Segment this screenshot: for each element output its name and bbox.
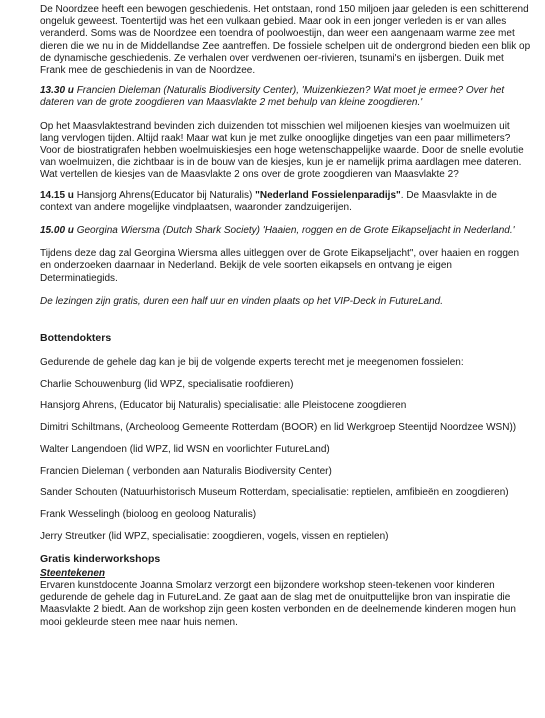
workshop-body: Ervaren kunstdocente Joanna Smolarz verzorgt een bijzondere workshop steen-tekenen voor kinderen gedurende de gehele dag in FutureLand. Ze gaat aan de slag met de onuitputtelijke bron van inspiratie die Maasvlakte 2 biedt. Aan de workshop zijn geen kosten verbonden en de deelnemende kinderen mogen hun mooi gekleurde steen mee naar huis nemen. — [40, 579, 516, 628]
talk-3-heading — [40, 225, 531, 237]
talk-3-time: 15.00 u — [40, 225, 74, 237]
expert-item: Dimitri Schiltmans, (Archeoloog Gemeente Rotterdam (BOOR) en lid Werkgroep Steentijd Noordzee WSN)) — [40, 422, 517, 434]
talk-3-body: Tijdens deze dag zal Georgina Wiersma alles uitleggen over de Grote Eikapseljacht", over haaien en roggen en onderzoeken daarnaar in Nederland. Bekijk de vele soorten eikapsels en ontvang je eigen Determinatiegids. — [40, 248, 520, 284]
expert-item: Frank Wesselingh (bioloog en geoloog Naturalis) — [40, 508, 257, 520]
talk-1-title: , 'Muizenkiezen? Wat moet je ermee? Over het dateren van de grote zoogdieren van Maasvlakte 2 met behulp van kleine zoogdieren.' — [40, 85, 505, 109]
expert-item: Hansjorg Ahrens, (Educator bij Naturalis) specialisatie: alle Pleistocene zoogdieren — [40, 400, 407, 412]
talk-3-speaker: Georgina Wiersma (Dutch Shark Society) — [73, 225, 261, 237]
expert-item: Charlie Schouwenburg (lid WPZ, specialisatie roofdieren) — [40, 378, 294, 390]
talk-1-time: 13.30 u — [40, 85, 74, 97]
expert-item: Walter Langendoen (lid WPZ, lid WSN en voorlichter FutureLand) — [40, 443, 330, 455]
talk-2-time: 14.15 u — [40, 189, 74, 201]
intro-paragraph: De Noordzee heeft een bewogen geschiedenis. Het ontstaan, rond 150 miljoen jaar geleden is een schitterend ongeluk geweest. Toentertijd was het een vulkaan gebied. Maar ook in een jonger verleden is er van alles veranderd. Soms was de Noordzee een toendra of poolwoestijn, dan weer een aangenaam warme zee met dieren die we nu in de Middellandse Zee aantreffen. De fossiele schelpen uit de ondergrond bieden een blik op de dynamische geschiedenis. Ze verhalen over verdwenen oer-rivieren, tsunami's en ijsbergen. Duik met Frank mee de geschiedenis in van de Noordzee. — [40, 4, 531, 77]
workshop-subheading: Steentekenen — [40, 567, 106, 579]
bottendokters-heading: Bottendokters — [40, 332, 112, 345]
expert-item: Jerry Streutker (lid WPZ, specialisatie: zoogdieren, vogels, vissen en reptielen) — [40, 530, 389, 542]
talk-1-heading — [40, 85, 531, 109]
bottendokters-intro: Gedurende de gehele dag kan je bij de volgende experts terecht met je meegenomen fossielen: — [40, 357, 464, 369]
talk-2-heading — [40, 190, 531, 214]
workshops-heading: Gratis kinderworkshops — [40, 552, 161, 565]
expert-item: Sander Schouten (Natuurhistorisch Museum Rotterdam, specialisatie: reptielen, amfibieën en zoogdieren) — [40, 487, 509, 499]
talk-1-speaker: Francien Dieleman (Naturalis Biodiversity Center) — [76, 85, 297, 97]
talk-2-title: "Nederland Fossielenparadijs" — [252, 189, 401, 201]
lectures-note: De lezingen zijn gratis, duren een half uur en vinden plaats op het VIP-Deck in FutureLand. — [40, 295, 444, 307]
expert-list — [40, 379, 531, 543]
talk-2-rest: . De Maasvlakte in de context van andere mogelijke vindplaatsen, waaronder zandzuigerijen. — [40, 189, 497, 213]
expert-item: Francien Dieleman ( verbonden aan Naturalis Biodiversity Center) — [40, 465, 332, 477]
talk-1-body: Op het Maasvlaktestrand bevinden zich duizenden tot misschien wel miljoenen kiesjes van woelmuizen uit lang vervlogen tijden. Altijd raak! Maar wat kun je met zulke onooglijke dingetjes van een paar millimeters? Voor de biostratigrafen hebben woelmuiskiesjes een hoge wetenschappelijke waarde. Door de snelle evolutie van woelmuizen, die zichtbaar is in de bouw van de kiesjes, kun je er namelijk prima aardlagen mee dateren. Wat vertellen de kiesjes van de Maasvlakte 2 ons over de grote zoogdieren van Maasvlakte 2? — [40, 120, 524, 181]
talk-3-title: 'Haaien, roggen en de Grote Eikapseljacht in Nederland.' — [260, 225, 515, 237]
talk-2-speaker: Hansjorg Ahrens(Educator bij Naturalis) — [73, 189, 253, 201]
